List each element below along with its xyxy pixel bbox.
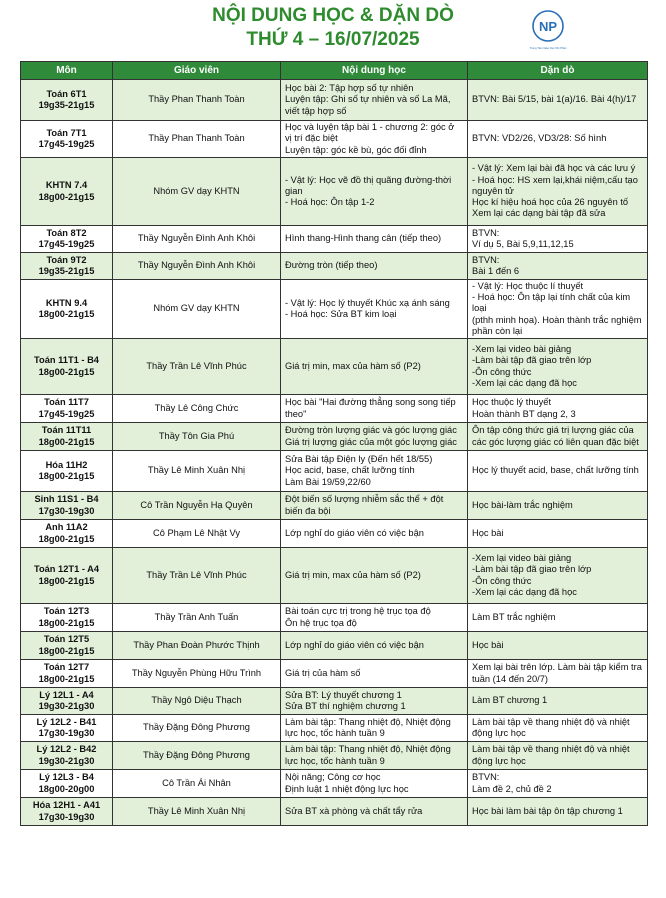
- cell-line: Học bài 2: Tập hợp số tự nhiên: [285, 83, 414, 94]
- cell-line: Toán 8T2: [46, 227, 87, 238]
- cell-line: Làm đề 2, chủ đề 2: [472, 783, 552, 794]
- cell-line: -Làm bài tập đã giao trên lớp: [472, 564, 592, 575]
- cell-line: -Xem lại video bài giảng: [472, 344, 572, 355]
- homework-cell: [468, 742, 648, 770]
- cell-line: Xem lại bài trên lớp. Làm bài tập kiểm tra: [472, 662, 642, 673]
- teacher-cell: Thầy Trần Anh Tuấn: [113, 604, 281, 632]
- cell-line: Học bài làm bài tập ôn tập chương 1: [472, 805, 623, 816]
- cell-line: Học thuộc lý thuyết: [472, 397, 552, 408]
- cell-line: động lực học: [472, 728, 526, 739]
- cell-line: 18g00-21g15: [38, 575, 95, 586]
- cell-line: Hóa 12H1 - A41: [32, 800, 101, 811]
- cell-line: - Hoá học: Ôn tập lại tính chất của kim loại: [472, 292, 631, 314]
- cell-line: Toán 12T7: [43, 662, 90, 673]
- cell-line: Giá trị min, max của hàm số (P2): [285, 569, 421, 580]
- homework-cell: [468, 339, 648, 395]
- cell-line: - Vật lý: Học vẽ đồ thị quãng đường-thời: [285, 174, 452, 185]
- cell-line: - Hoá học: HS xem lại,khái niệm,cấu tạo: [472, 174, 638, 185]
- table-header-row: [21, 62, 648, 80]
- homework-cell: [468, 451, 648, 492]
- cell-line: Lý 12L2 - B41: [36, 716, 97, 727]
- homework-cell: [468, 798, 648, 826]
- cell-line: Ôn tập công thức giá trị lượng giác của: [472, 425, 634, 436]
- table-row: [21, 395, 648, 423]
- table-row: [21, 492, 648, 520]
- content-cell: [281, 253, 468, 280]
- cell-line: Ví dụ 5, Bài 5,9,11,12,15: [472, 239, 574, 249]
- cell-line: Sửa BT thí nghiệm chương 1: [285, 701, 406, 712]
- cell-line: động lực học: [472, 755, 526, 766]
- cell-line: Đột biến số lượng nhiễm sắc thể + đột: [285, 494, 444, 505]
- cell-line: 17g45-19g25: [38, 408, 95, 419]
- cell-line: Học acid, base, chất lưỡng tính: [285, 465, 415, 476]
- content-cell: [281, 339, 468, 395]
- teacher-cell: Thầy Phan Thanh Toàn: [113, 121, 281, 158]
- cell-line: Hình thang-Hình thang cân (tiếp theo): [285, 233, 442, 244]
- cell-line: Đường tròn lượng giác và góc lượng giác: [285, 425, 457, 436]
- cell-line: Lớp nghỉ do giáo viên có việc bận: [285, 527, 424, 538]
- cell-line: Làm bài tập: Thang nhiệt độ, Nhiệt động: [285, 744, 451, 755]
- cell-line: Toán 7T1: [46, 127, 87, 138]
- cell-line: -Xem lại các dạng đã học: [472, 377, 577, 388]
- table-row: [21, 520, 648, 548]
- cell-line: Định luật 1 nhiệt động lực học: [285, 783, 409, 794]
- subject-cell: [21, 798, 113, 826]
- subject-cell: [21, 423, 113, 451]
- cell-line: Học kí hiệu hoá học của 26 nguyên tố: [472, 197, 629, 208]
- cell-line: Nội năng; Công cơ học: [285, 772, 381, 783]
- content-cell: [281, 548, 468, 604]
- table-row: [21, 253, 648, 280]
- subject-cell: [21, 158, 113, 226]
- col-header-teacher: Giáo viên: [113, 62, 281, 80]
- cell-line: 19g30-21g30: [38, 755, 95, 766]
- cell-line: Học bài: [472, 527, 504, 538]
- cell-line: Anh 11A2: [45, 522, 88, 533]
- cell-line: Giá trị của hàm số: [285, 667, 361, 678]
- teacher-cell: Thầy Nguyễn Đình Anh Khôi: [113, 226, 281, 253]
- table-row: [21, 121, 648, 158]
- cell-line: 18g00-21g15: [38, 436, 95, 447]
- teacher-cell: Thầy Tôn Gia Phú: [113, 423, 281, 451]
- cell-line: BTVN:: [472, 772, 500, 783]
- cell-line: Toán 6T1: [46, 88, 87, 99]
- cell-line: Toán 9T2: [46, 254, 87, 265]
- table-row: [21, 660, 648, 688]
- content-cell: [281, 492, 468, 520]
- cell-line: -Làm bài tập đã giao trên lớp: [472, 355, 592, 366]
- cell-line: Toán 12T5: [43, 634, 90, 645]
- cell-line: nguyên tử: [472, 185, 514, 196]
- cell-line: Làm Bài 19/59,22/60: [285, 476, 371, 487]
- cell-line: 17g30-19g30: [38, 505, 95, 516]
- content-cell: [281, 80, 468, 121]
- content-cell: [281, 742, 468, 770]
- cell-line: Lý 12L2 - B42: [36, 744, 97, 755]
- cell-line: Làm bài tập về thang nhiệt độ và nhiệt: [472, 716, 630, 727]
- table-row: [21, 632, 648, 660]
- cell-line: 18g00-21g15: [38, 673, 95, 684]
- cell-line: Bài 1 đến 6: [472, 266, 520, 276]
- content-cell: [281, 451, 468, 492]
- cell-line: theo": [285, 408, 307, 419]
- cell-line: Bài toán cực trị trong hệ trục tọa độ: [285, 606, 431, 617]
- cell-line: 18g00-21g15: [38, 366, 95, 377]
- teacher-cell: Thầy Lê Minh Xuân Nhị: [113, 798, 281, 826]
- cell-line: 17g45-19g25: [38, 239, 95, 249]
- cell-line: Lý 12L3 - B4: [39, 772, 94, 783]
- table-row: [21, 798, 648, 826]
- homework-cell: [468, 660, 648, 688]
- subject-cell: [21, 395, 113, 423]
- cell-line: Giá trị min, max của hàm số (P2): [285, 360, 421, 371]
- content-cell: [281, 715, 468, 742]
- cell-line: Ôn hệ trục tọa độ: [285, 617, 357, 628]
- cell-line: - Hoá học: Sửa BT kim loại: [285, 309, 397, 319]
- teacher-cell: Thầy Trần Lê Vĩnh Phúc: [113, 548, 281, 604]
- homework-cell: [468, 604, 648, 632]
- col-header-homework: Dặn dò: [468, 62, 648, 80]
- cell-line: 18g00-20g00: [38, 783, 95, 794]
- cell-line: -Ôn công thức: [472, 575, 532, 586]
- homework-cell: [468, 158, 648, 226]
- subject-cell: [21, 253, 113, 280]
- col-header-content: Nội dung học: [281, 62, 468, 80]
- table-row: [21, 742, 648, 770]
- cell-line: Hóa 11H2: [45, 459, 88, 470]
- cell-line: Toán 11T1 - B4: [34, 355, 99, 366]
- homework-cell: [468, 492, 648, 520]
- subject-cell: [21, 492, 113, 520]
- teacher-cell: Cô Trần Nguyễn Hạ Quyên: [113, 492, 281, 520]
- cell-line: - Vật lý: Học lý thuyết Khúc xạ ánh sáng: [285, 297, 450, 308]
- teacher-cell: Nhóm GV dạy KHTN: [113, 158, 281, 226]
- cell-line: Hoàn thành BT dạng 2, 3: [472, 408, 576, 419]
- homework-cell: [468, 548, 648, 604]
- subject-cell: [21, 688, 113, 715]
- table-row: [21, 80, 648, 121]
- table-row: [21, 770, 648, 798]
- cell-line: Làm BT trắc nghiệm: [472, 611, 556, 622]
- schedule-table: [20, 61, 648, 826]
- cell-line: lực học, tốc hành tuần 9: [285, 728, 385, 739]
- cell-line: Xem lại các dạng bài tập đã sửa: [472, 208, 606, 219]
- logo-letters: NP: [538, 19, 558, 34]
- cell-line: gian: [285, 185, 303, 196]
- table-row: [21, 226, 648, 253]
- cell-line: Toán 12T1 - A4: [33, 564, 100, 575]
- teacher-cell: Nhóm GV dạy KHTN: [113, 280, 281, 339]
- cell-line: 17g30-19g30: [38, 811, 95, 822]
- cell-line: BTVN: Bài 5/15, bài 1(a)/16. Bài 4(h)/17: [472, 94, 637, 105]
- cell-line: Giá trị lượng giác của một góc lượng giác: [285, 436, 457, 447]
- teacher-cell: Thầy Trần Lê Vĩnh Phúc: [113, 339, 281, 395]
- homework-cell: [468, 520, 648, 548]
- homework-cell: [468, 80, 648, 121]
- teacher-cell: Thầy Phan Thanh Toàn: [113, 80, 281, 121]
- col-header-subject: Môn: [21, 62, 113, 80]
- content-cell: [281, 604, 468, 632]
- subject-cell: [21, 770, 113, 798]
- content-cell: [281, 660, 468, 688]
- cell-line: Sửa BT: Lý thuyết chương 1: [285, 689, 402, 700]
- subject-cell: [21, 121, 113, 158]
- teacher-cell: Thầy Đặng Đông Phương: [113, 742, 281, 770]
- cell-line: 19g35-21g15: [38, 100, 95, 110]
- cell-line: các góc lượng giác có liên quan đặc biệt: [472, 436, 639, 447]
- content-cell: [281, 520, 468, 548]
- cell-line: tuần (14 đến 20/7): [472, 673, 548, 684]
- subject-cell: [21, 520, 113, 548]
- content-cell: [281, 770, 468, 798]
- subject-cell: [21, 632, 113, 660]
- subject-cell: [21, 339, 113, 395]
- homework-cell: [468, 423, 648, 451]
- center-logo: [528, 8, 568, 54]
- content-cell: [281, 280, 468, 339]
- content-cell: [281, 226, 468, 253]
- cell-line: 19g30-21g30: [38, 701, 95, 712]
- table-row: [21, 604, 648, 632]
- homework-cell: [468, 632, 648, 660]
- teacher-cell: Cô Phạm Lê Nhật Vy: [113, 520, 281, 548]
- cell-line: -Xem lại video bài giảng: [472, 553, 572, 564]
- subject-cell: [21, 715, 113, 742]
- table-body: [21, 80, 648, 826]
- cell-line: Sửa Bài tập Điện ly (Đến hết 18/55): [285, 454, 433, 465]
- table-row: [21, 548, 648, 604]
- cell-line: 18g00-21g15: [38, 471, 95, 482]
- cell-line: 18g00-21g15: [38, 533, 95, 544]
- cell-line: 19g35-21g15: [38, 266, 95, 276]
- cell-line: Sửa BT xà phòng và chất tẩy rửa: [285, 805, 423, 816]
- subject-cell: [21, 80, 113, 121]
- teacher-cell: Thầy Nguyễn Đình Anh Khôi: [113, 253, 281, 280]
- cell-line: Học lý thuyết acid, base, chất lưỡng tính: [472, 465, 639, 476]
- cell-line: phần còn lại: [472, 325, 523, 336]
- subject-cell: [21, 604, 113, 632]
- cell-line: BTVN:: [472, 254, 500, 265]
- cell-line: BTVN: VD2/26, VD3/28: Số hình: [472, 133, 607, 144]
- cell-line: Luyện tập: Ghi số tự nhiên và số La Mã,: [285, 94, 451, 105]
- cell-line: Làm BT chương 1: [472, 695, 548, 706]
- subject-cell: [21, 742, 113, 770]
- content-cell: [281, 121, 468, 158]
- cell-line: - Vật lý: Xem lại bài đã học và các lưu ý: [472, 163, 636, 174]
- teacher-cell: Thầy Lê Công Chức: [113, 395, 281, 423]
- subject-cell: [21, 548, 113, 604]
- homework-cell: [468, 770, 648, 798]
- content-cell: [281, 688, 468, 715]
- cell-line: Học bài-làm trắc nghiệm: [472, 499, 573, 510]
- page-subtitle-date: THỨ 4 – 16/07/2025: [246, 29, 420, 50]
- cell-line: KHTN 9.4: [45, 297, 88, 308]
- subject-cell: [21, 280, 113, 339]
- homework-cell: [468, 121, 648, 158]
- cell-line: - Vật lý: Học thuộc lí thuyết: [472, 281, 584, 291]
- homework-cell: [468, 688, 648, 715]
- page-title: NỘI DUNG HỌC & DẶN DÒ: [212, 5, 454, 26]
- logo-caption: Trung Tâm Giáo Dục Nhị Phân: [529, 47, 567, 50]
- teacher-cell: Cô Trần Ái Nhân: [113, 770, 281, 798]
- table-row: [21, 715, 648, 742]
- teacher-cell: Thầy Đặng Đông Phương: [113, 715, 281, 742]
- cell-line: Học và luyện tập bài 1 - chương 2: góc ở: [285, 122, 455, 133]
- cell-line: Làm bài tập về thang nhiệt độ và nhiệt: [472, 744, 630, 755]
- cell-line: Lý 12L1 - A4: [39, 689, 94, 700]
- cell-line: viết tập hợp số: [285, 105, 347, 116]
- teacher-cell: Thầy Nguyễn Phùng Hữu Trình: [113, 660, 281, 688]
- cell-line: BTVN:: [472, 227, 500, 238]
- homework-cell: [468, 715, 648, 742]
- cell-line: - Hoá học: Ôn tập 1-2: [285, 197, 375, 208]
- cell-line: biến đa bội: [285, 505, 331, 516]
- cell-line: 18g00-21g15: [38, 309, 95, 319]
- cell-line: 17g30-19g30: [38, 728, 95, 739]
- cell-line: -Ôn công thức: [472, 366, 532, 377]
- cell-line: Luyện tập: góc kề bù, góc đối đỉnh: [285, 144, 427, 155]
- teacher-cell: Thầy Ngô Diệu Thạch: [113, 688, 281, 715]
- content-cell: [281, 395, 468, 423]
- cell-line: Sinh 11S1 - B4: [34, 494, 99, 505]
- cell-line: Học bài "Hai đường thẳng song song tiếp: [285, 397, 456, 408]
- homework-cell: [468, 226, 648, 253]
- cell-line: Toán 11T7: [44, 397, 89, 408]
- table-row: [21, 280, 648, 339]
- cell-line: 18g00-21g15: [38, 191, 95, 202]
- homework-cell: [468, 253, 648, 280]
- content-cell: [281, 798, 468, 826]
- cell-line: Học bài: [472, 639, 504, 650]
- homework-cell: [468, 395, 648, 423]
- table-row: [21, 423, 648, 451]
- homework-cell: [468, 280, 648, 339]
- cell-line: vị trí đặc biệt: [285, 133, 338, 144]
- table-row: [21, 339, 648, 395]
- cell-line: 18g00-21g15: [38, 645, 95, 656]
- subject-cell: [21, 451, 113, 492]
- cell-line: Làm bài tập: Thang nhiệt độ, Nhiệt động: [285, 716, 451, 727]
- cell-line: Đường tròn (tiếp theo): [285, 260, 378, 271]
- table-row: [21, 158, 648, 226]
- cell-line: lực học, tốc hành tuần 9: [285, 755, 385, 766]
- table-row: [21, 688, 648, 715]
- cell-line: -Xem lại các dạng đã học: [472, 586, 577, 597]
- cell-line: 18g00-21g15: [38, 617, 95, 628]
- content-cell: [281, 423, 468, 451]
- cell-line: Toán 11T11: [41, 425, 92, 436]
- subject-cell: [21, 226, 113, 253]
- cell-line: Toán 12T3: [43, 606, 90, 617]
- teacher-cell: Thầy Phan Đoàn Phước Thịnh: [113, 632, 281, 660]
- cell-line: KHTN 7.4: [45, 180, 88, 191]
- cell-line: 17g45-19g25: [38, 139, 95, 149]
- teacher-cell: Thầy Lê Minh Xuân Nhị: [113, 451, 281, 492]
- table-row: [21, 451, 648, 492]
- cell-line: (pthh minh họa). Hoàn thành trắc nghiệm: [472, 314, 642, 325]
- cell-line: Lớp nghỉ do giáo viên có việc bận: [285, 639, 424, 650]
- content-cell: [281, 158, 468, 226]
- subject-cell: [21, 660, 113, 688]
- content-cell: [281, 632, 468, 660]
